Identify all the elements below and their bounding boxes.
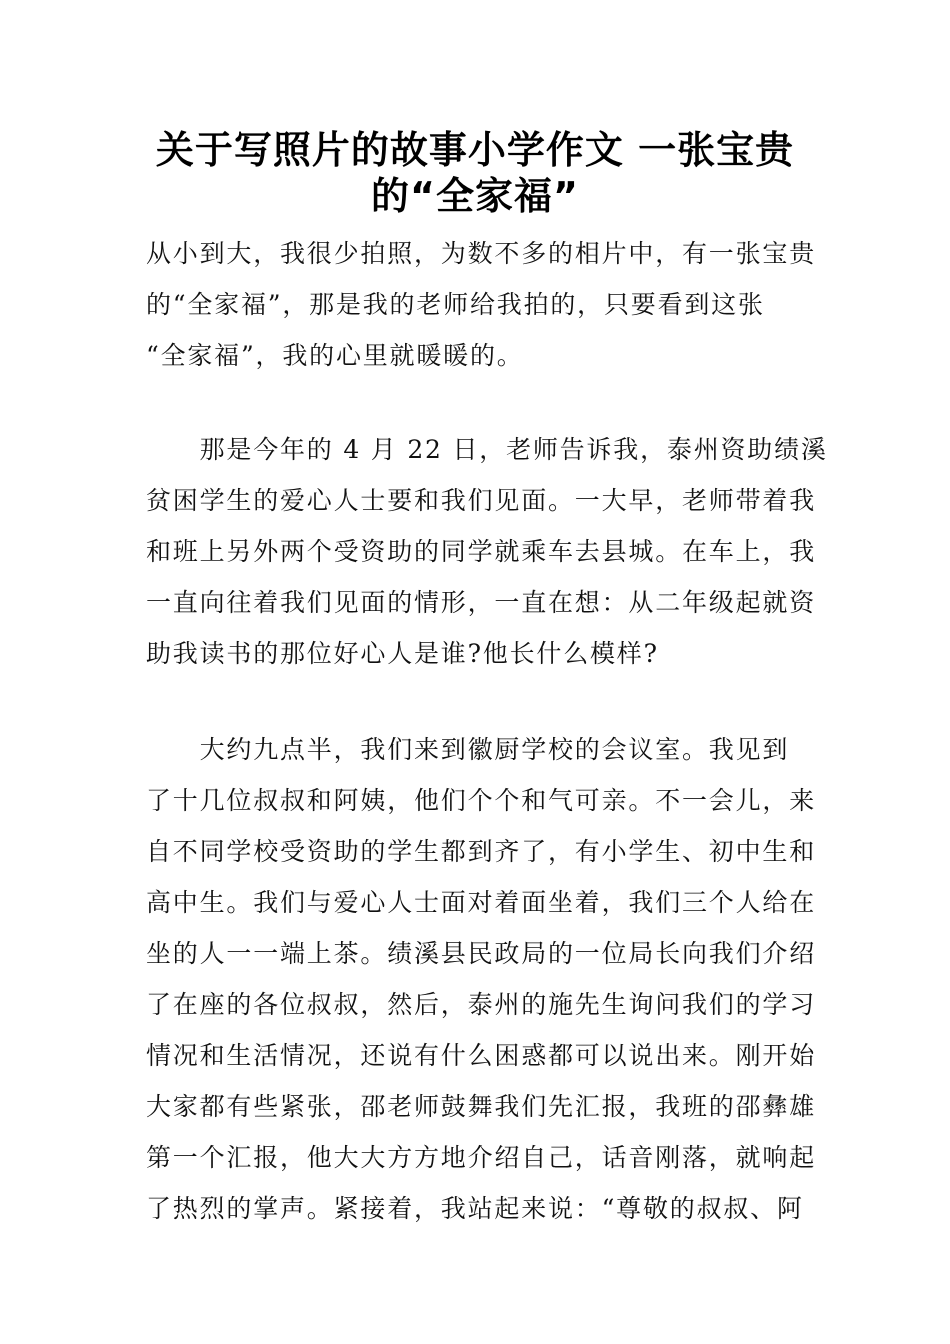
paragraph-line: 情况和生活情况，还说有什么困惑都可以说出来。刚开始 (146, 1041, 817, 1070)
document-title-line-2: 的“全家福” (371, 174, 579, 218)
paragraph-line: 大约九点半，我们来到徽厨学校的会议室。我见到 (146, 735, 790, 764)
paragraph-line: 和班上另外两个受资助的同学就乘车去县城。在车上，我 (146, 537, 817, 566)
paragraph-line: 了热烈的掌声。紧接着，我站起来说：“尊敬的叔叔、阿 (146, 1194, 804, 1223)
paragraph-line: 了在座的各位叔叔，然后，泰州的施先生询问我们的学习 (146, 990, 817, 1019)
paragraph-2 (146, 424, 828, 679)
paragraph-line: 贫困学生的爱心人士要和我们见面。一大早，老师带着我 (146, 486, 817, 515)
paragraph-3 (146, 724, 817, 1234)
paragraph-line: 的“全家福”，那是我的老师给我拍的，只要看到这张 (146, 290, 765, 319)
paragraph-line: 大家都有些紧张，邵老师鼓舞我们先汇报，我班的邵彝雄 (146, 1092, 817, 1121)
paragraph-line: 自不同学校受资助的学生都到齐了，有小学生、初中生和 (146, 837, 817, 866)
paragraph-1 (146, 228, 817, 381)
paragraph-line: 助我读书的那位好心人是谁?他长什么模样? (146, 639, 659, 668)
paragraph-line: 一直向往着我们见面的情形，一直在想：从二年级起就资 (146, 588, 817, 617)
paragraph-line: 从小到大，我很少拍照，为数不多的相片中，有一张宝贵 (146, 239, 817, 268)
paragraph-line: 坐的人一一端上茶。绩溪县民政局的一位局长向我们介绍 (146, 939, 817, 968)
document-title-line-1: 关于写照片的故事小学作文 一张宝贵 (155, 128, 795, 172)
paragraph-line: 第一个汇报，他大大方方地介绍自己，话音刚落，就响起 (146, 1143, 817, 1172)
paragraph-line: 高中生。我们与爱心人士面对着面坐着，我们三个人给在 (146, 888, 817, 917)
paragraph-line: 了十几位叔叔和阿姨，他们个个和气可亲。不一会儿，来 (146, 786, 817, 815)
paragraph-line: 那是今年的 4 月 22 日，老师告诉我，泰州资助绩溪 (146, 435, 828, 464)
paragraph-line: “全家福”，我的心里就暖暖的。 (146, 341, 524, 370)
